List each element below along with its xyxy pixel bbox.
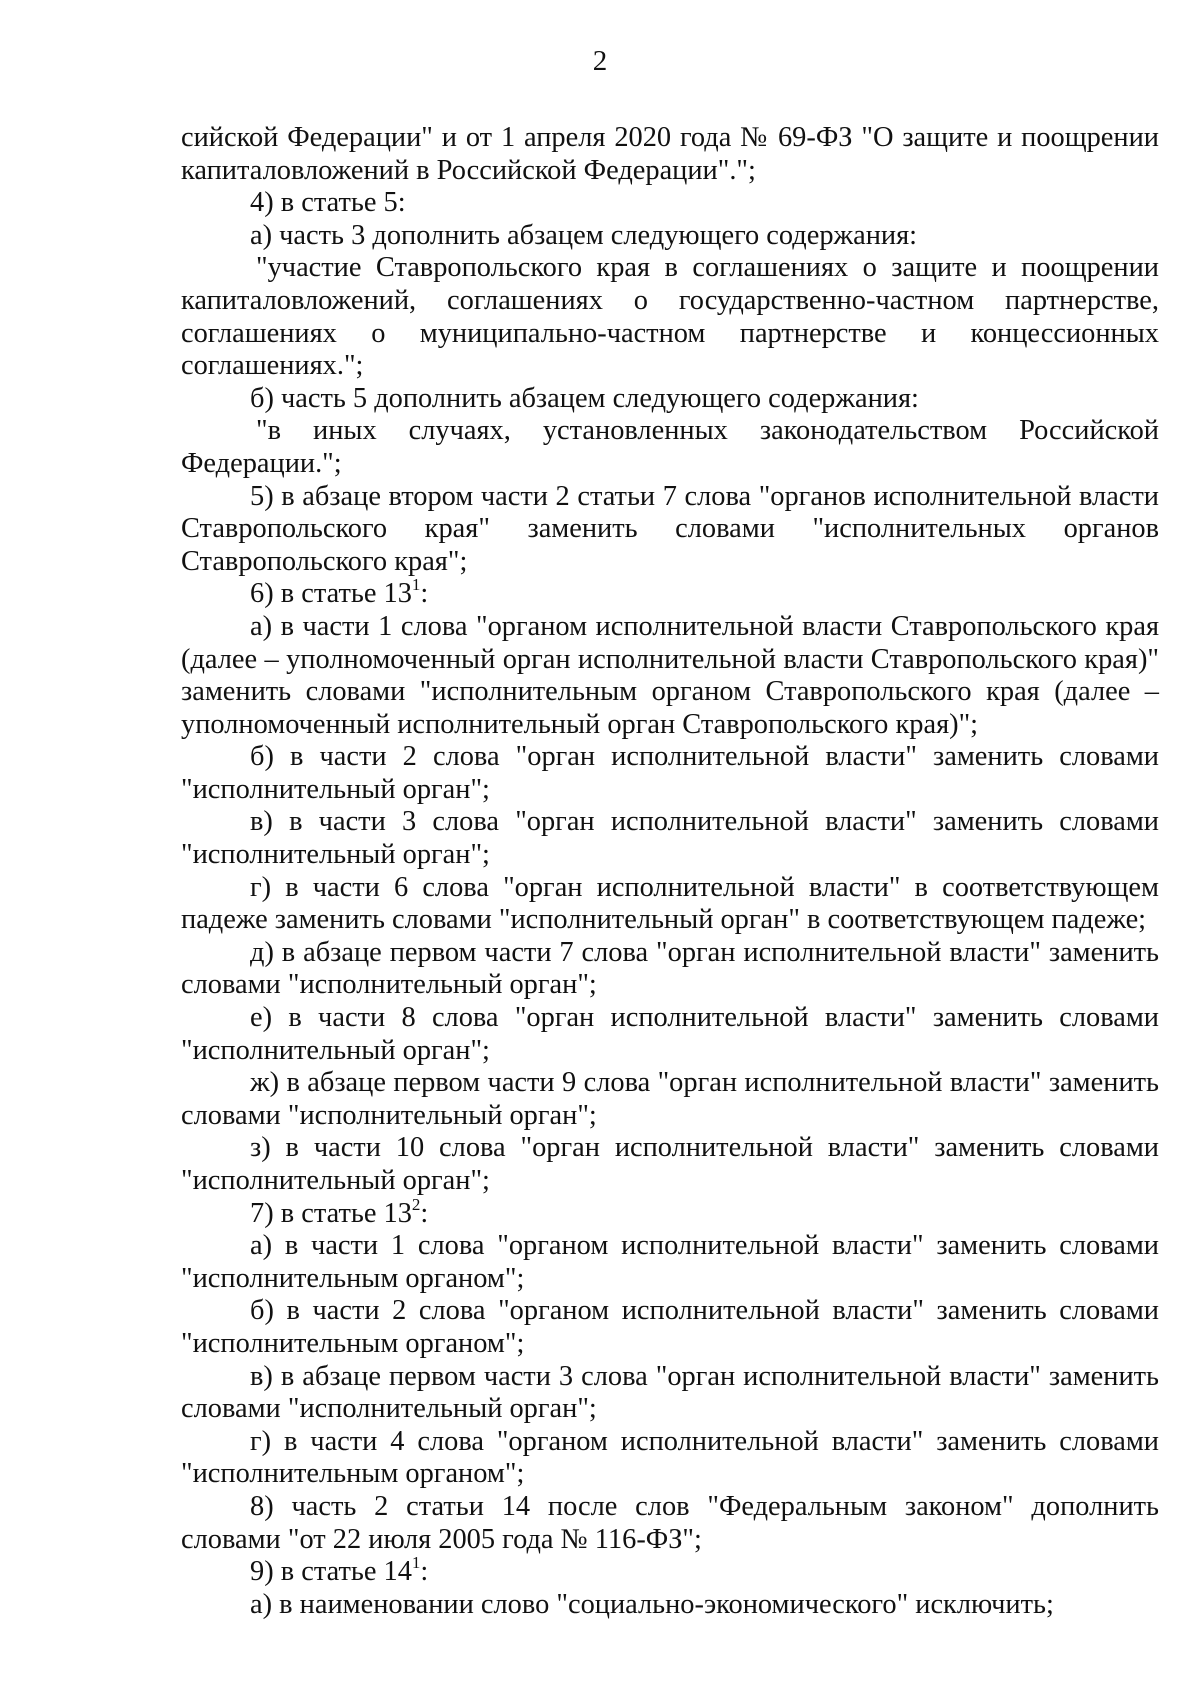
item-7v: в) в абзаце первом части 3 слова "орган исполнительной власти" заменить словами "исполнительный орган"; xyxy=(181,1360,1159,1425)
item-8: 8) часть 2 статьи 14 после слов "Федеральным законом" дополнить словами "от 22 июля 2005 года № 116-ФЗ"; xyxy=(181,1490,1159,1555)
item-7a: а) в части 1 слова "органом исполнительной власти" заменить словами "исполнительным органом"; xyxy=(181,1230,1159,1294)
item-4a-quote: "участие Ставропольского края в соглашениях о защите и поощрении капиталовложений, соглашениях о государственно-частном партнерстве, соглашениях о муниципально-частном партнерстве и концессионных соглашениях."; xyxy=(181,252,1159,382)
item-9-text: 9) в статье 14 xyxy=(250,1556,412,1588)
item-4a: а) часть 3 дополнить абзацем следующего содержания: xyxy=(250,219,918,251)
item-6z: з) в части 10 слова "орган исполнительной власти" заменить словами "исполнительный орган"; xyxy=(181,1132,1159,1196)
item-7-superscript: 2 xyxy=(411,1194,421,1214)
document-body xyxy=(181,122,1159,1621)
item-7b: б) в части 2 слова "органом исполнительной власти" заменить словами "исполнительным органом"; xyxy=(181,1295,1159,1359)
page-number: 2 xyxy=(592,45,608,77)
paragraph-continuation: сийской Федерации" и от 1 апреля 2020 года № 69-ФЗ "О защите и поощрении капиталовложений в Российской Федерации"."; xyxy=(181,122,1159,186)
item-4: 4) в статье 5: xyxy=(250,187,406,219)
item-9-superscript: 1 xyxy=(411,1553,421,1573)
item-9 xyxy=(181,1553,1159,1589)
item-6v: в) в части 3 слова "орган исполнительной власти" заменить словами "исполнительный орган"; xyxy=(181,806,1159,871)
item-7-colon: : xyxy=(420,1197,429,1229)
item-9a: а) в наименовании слово "социально-экономического" исключить; xyxy=(250,1588,1054,1620)
item-6-colon: : xyxy=(420,578,429,610)
item-6zh: ж) в абзаце первом части 9 слова "орган исполнительной власти" заменить словами "исполнительный орган"; xyxy=(181,1067,1159,1131)
item-6 xyxy=(181,575,1159,611)
item-6-superscript: 1 xyxy=(411,575,421,595)
item-4b: б) часть 5 дополнить абзацем следующего содержания: xyxy=(250,382,919,414)
item-6-text: 6) в статье 13 xyxy=(250,578,412,610)
item-7-text: 7) в статье 13 xyxy=(250,1197,412,1229)
item-6e: е) в части 8 слова "орган исполнительной власти" заменить словами "исполнительный орган"; xyxy=(181,1002,1159,1066)
item-6d: д) в абзаце первом части 7 слова "орган исполнительной власти" заменить словами "исполнительный орган"; xyxy=(181,936,1159,1001)
item-6b: б) в части 2 слова "орган исполнительной власти" заменить словами "исполнительный орган"; xyxy=(181,741,1159,805)
item-6a: а) в части 1 слова "органом исполнительной власти Ставропольского края (далее – уполномоченный орган исполнительной власти Ставропольского края)" заменить словами "исполнительным органом Ставропольского края (далее – уполномоченный исполнительный орган Ставропольского края)"; xyxy=(181,610,1159,740)
item-9-colon: : xyxy=(420,1556,429,1588)
item-4b-quote: "в иных случаях, установленных законодательством Российской Федерации."; xyxy=(181,415,1159,479)
item-6g: г) в части 6 слова "орган исполнительной власти" в соответствующем падеже заменить словами "исполнительный орган" в соответствующем падеже; xyxy=(181,871,1159,936)
item-7g: г) в части 4 слова "органом исполнительной власти" заменить словами "исполнительным органом"; xyxy=(181,1425,1159,1490)
item-7 xyxy=(181,1194,1159,1231)
item-5: 5) в абзаце втором части 2 статьи 7 слова "органов исполнительной власти Ставропольского края" заменить словами "исполнительных органов Ставропольского края"; xyxy=(181,480,1159,577)
